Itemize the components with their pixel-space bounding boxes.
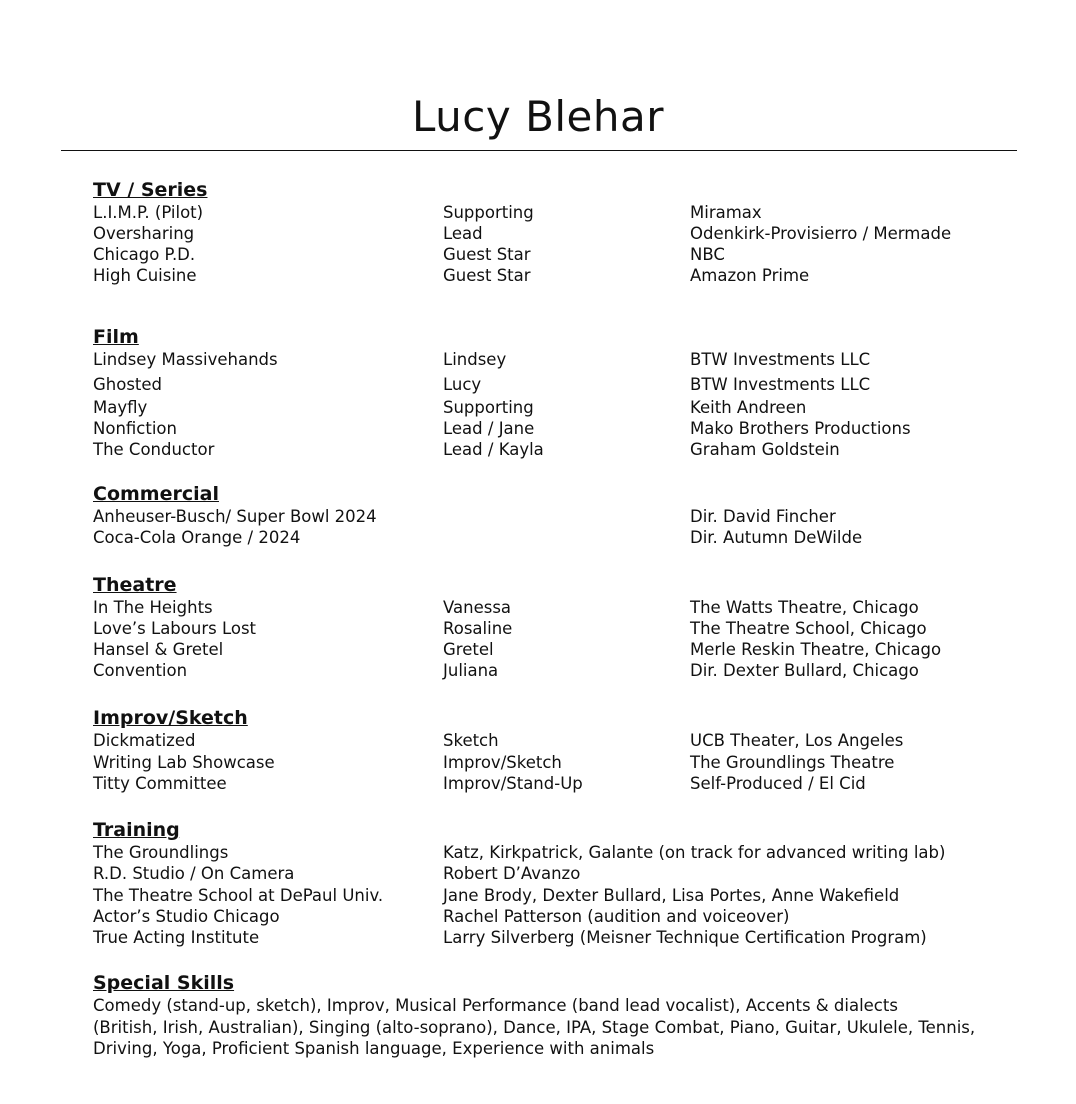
project-title: In The Heights — [93, 598, 213, 617]
instructors: Larry Silverberg (Meisner Technique Certification Program) — [443, 928, 927, 947]
role: Lucy — [443, 375, 482, 394]
company: Miramax — [690, 203, 762, 222]
credit-row — [93, 506, 1023, 527]
skills-line: (British, Irish, Australian), Singing (alto-soprano), Dance, IPA, Stage Combat, Piano, Guitar, Ukulele, Tennis, — [93, 1017, 976, 1037]
credit-row — [93, 244, 1023, 265]
credit-row — [93, 202, 1023, 223]
company: NBC — [690, 245, 725, 264]
company: Dir. David Fincher — [690, 507, 836, 526]
role: Supporting — [443, 203, 534, 222]
school: True Acting Institute — [93, 928, 260, 947]
company: BTW Investments LLC — [690, 350, 871, 369]
project-title: Writing Lab Showcase — [93, 753, 275, 772]
credit-row — [93, 618, 1023, 639]
section-heading-film: Film — [93, 326, 139, 348]
role: Lead — [443, 224, 483, 243]
role: Sketch — [443, 731, 499, 750]
credit-row — [93, 349, 1023, 374]
company: BTW Investments LLC — [690, 375, 871, 394]
training-row — [93, 927, 1023, 948]
role: Guest Star — [443, 245, 531, 264]
role: Supporting — [443, 398, 534, 417]
role: Gretel — [443, 640, 494, 659]
project-title: The Conductor — [93, 440, 215, 459]
company: The Watts Theatre, Chicago — [690, 598, 919, 617]
company: Odenkirk-Provisierro / Mermade — [690, 224, 952, 243]
project-title: Nonfiction — [93, 419, 177, 438]
section-heading-improv: Improv/Sketch — [93, 707, 248, 729]
company: Dir. Dexter Bullard, Chicago — [690, 661, 919, 680]
school: The Theatre School at DePaul Univ. — [93, 886, 384, 905]
credit-row — [93, 660, 1023, 681]
page-title: Lucy Blehar — [411, 92, 665, 141]
skills-line: Driving, Yoga, Proficient Spanish language, Experience with animals — [93, 1039, 655, 1058]
project-title: High Cuisine — [93, 266, 197, 285]
company: Keith Andreen — [690, 398, 807, 417]
special-skills-section — [93, 971, 1023, 1060]
company: Dir. Autumn DeWilde — [690, 528, 863, 547]
header-divider — [61, 150, 1017, 151]
project-title: Mayfly — [93, 398, 148, 417]
company: Amazon Prime — [690, 266, 810, 285]
credit-row — [93, 730, 1023, 752]
school: R.D. Studio / On Camera — [93, 864, 295, 883]
project-title: Lindsey Massivehands — [93, 350, 278, 369]
role: Lead / Jane — [443, 419, 535, 438]
training-row — [93, 842, 1023, 863]
section-heading-skills: Special Skills — [93, 972, 235, 994]
film-section — [93, 325, 1023, 460]
training-row — [93, 863, 1023, 885]
project-title: Ghosted — [93, 375, 163, 394]
project-title: Anheuser-Busch/ Super Bowl 2024 — [93, 507, 377, 526]
role: Rosaline — [443, 619, 513, 638]
company: Graham Goldstein — [690, 440, 840, 459]
project-title: Titty Committee — [93, 774, 227, 793]
credit-row — [93, 597, 1023, 618]
role: Improv/Stand-Up — [443, 774, 583, 793]
credit-row — [93, 639, 1023, 660]
credit-row — [93, 773, 1023, 794]
section-heading-tv: TV / Series — [93, 179, 208, 201]
instructors: Robert D’Avanzo — [443, 864, 581, 883]
credit-row — [93, 265, 1023, 286]
improv-sketch-section — [93, 706, 1023, 794]
project-title: L.I.M.P. (Pilot) — [93, 203, 204, 222]
instructors: Rachel Patterson (audition and voiceover) — [443, 907, 790, 926]
training-row — [93, 906, 1023, 927]
company: Self-Produced / El Cid — [690, 774, 866, 793]
company: The Groundlings Theatre — [690, 753, 895, 772]
role: Guest Star — [443, 266, 531, 285]
role: Vanessa — [443, 598, 512, 617]
credit-row — [93, 418, 1023, 439]
role: Juliana — [443, 661, 499, 680]
credit-row — [93, 397, 1023, 418]
company: Mako Brothers Productions — [690, 419, 911, 438]
credit-row — [93, 527, 1023, 549]
credit-row — [93, 439, 1023, 460]
credit-row — [93, 223, 1023, 244]
project-title: Oversharing — [93, 224, 195, 243]
skills-text — [93, 995, 1003, 1060]
credit-row — [93, 374, 1023, 397]
project-title: Love’s Labours Lost — [93, 619, 257, 638]
project-title: Hansel & Gretel — [93, 640, 224, 659]
section-heading-training: Training — [93, 819, 180, 841]
skills-line: Comedy (stand-up, sketch), Improv, Musical Performance (band lead vocalist), Accents & dialects — [93, 996, 898, 1015]
company: The Theatre School, Chicago — [690, 619, 927, 638]
project-title: Coca-Cola Orange / 2024 — [93, 528, 301, 547]
project-title: Chicago P.D. — [93, 245, 196, 264]
role: Improv/Sketch — [443, 753, 562, 772]
company: Merle Reskin Theatre, Chicago — [690, 640, 942, 659]
role: Lead / Kayla — [443, 440, 544, 459]
company: UCB Theater, Los Angeles — [690, 731, 904, 750]
section-heading-theatre: Theatre — [93, 574, 177, 596]
commercial-section — [93, 482, 1023, 549]
role: Lindsey — [443, 350, 507, 369]
theatre-section — [93, 573, 1023, 681]
tv-series-section — [93, 178, 1023, 286]
project-title: Convention — [93, 661, 188, 680]
school: The Groundlings — [93, 843, 229, 862]
section-heading-commercial: Commercial — [93, 483, 219, 505]
project-title: Dickmatized — [93, 731, 196, 750]
instructors: Jane Brody, Dexter Bullard, Lisa Portes, Anne Wakefield — [443, 886, 900, 905]
credit-row — [93, 752, 1023, 773]
instructors: Katz, Kirkpatrick, Galante (on track for advanced writing lab) — [443, 843, 946, 862]
training-section — [93, 818, 1023, 948]
training-row — [93, 885, 1023, 906]
school: Actor’s Studio Chicago — [93, 907, 280, 926]
